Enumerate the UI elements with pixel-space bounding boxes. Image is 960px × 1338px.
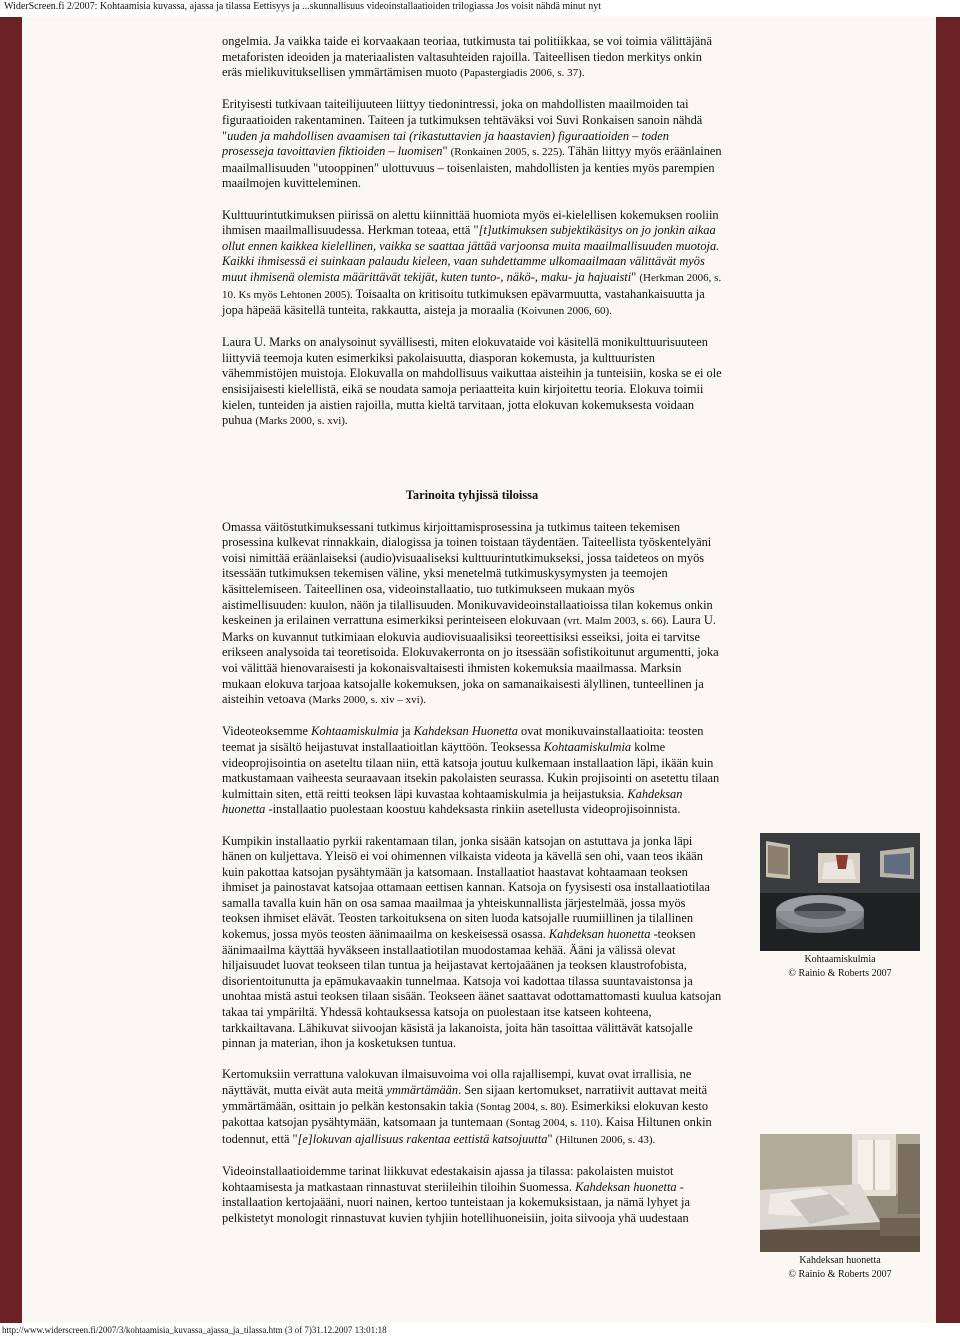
left-column [22,17,200,1323]
paragraph [222,34,722,82]
italic-text: Kahdeksan huonetta [575,1179,677,1194]
citation-text: (Hiltunen 2006, s. 43). [555,1133,656,1146]
text-run: Videoinstallaatioidemme tarinat liikkuvat edestakaisin ajassa ja tilassa: pakolaisten muistot kohtaamisesta ja matkastaan rinnastuvat steriileihin tiloihin Suomessa. [222,1163,674,1194]
citation-text: (Sontag 2004, s. 110). [505,1117,603,1130]
paragraph [222,208,722,320]
paragraph [222,520,722,709]
hotel-room-photo [760,1134,920,1252]
text-run: kolme videoprojisointia on aseteltu tilaan niin, että katsoja joutuu kulkemaan installaation läpi, ikään kuin matkustamaan vaiheesta seuraavaan itsekin pakolaisten seurassa. Kukin projisointi on asetettu tilaan kulmittain siten, että reitti teoksen läpi kuvastaa kohtaamiskulmia ja heijastuksia. [222,739,720,801]
paragraph [222,335,722,430]
citation-text: (vrt. Malm 2003, s. 66). [563,615,669,628]
italic-text: uuden ja mahdollisen avaamisen tai (rikastuttavien ja haastavien) figuraatioiden – toden prosesseja tavoittavien fiktioiden – luomisen [222,128,669,159]
browser-print-footer: http://www.widerscreen.fi/2007/3/kohtaamisia_kuvassa_ajassa_ja_tilassa.htm (3 of 7)31.12.2007 13:01:18 [0,1323,960,1338]
italic-text: Kahdeksan huonetta [222,786,683,817]
paragraph [222,1164,722,1226]
text-run: ovat monikuvainstallaatioita: teosten teemat ja sisältö heijastuvat installaatioitlan käyttöön. Teoksessa [222,724,704,754]
text-run: - installaation kertojaääni, nuori nainen, kertoo tunteistaan ja kokemuksistaan, ja nämä lyhyet ja pelkistetyt monologit rinnastuvat kuvien tyhjiin hotellihuoneisiin, joita siivooja yhä uudestaan [222,1179,690,1225]
text-run: Toisaalta on kritisoitu tutkimuksen epävarmuutta, vastahankaisuutta ja jopa häpeää käsitellä tunteita, rakkautta, aisteja ja moraalia [222,286,705,318]
text-run: Laura U. Marks on kuvannut tutkimiaan elokuvia audiovisuaalisiksi teoreettisiksi esseiksi, joita ei tarvitse erikseen analysoida tai teoretisoida. Elokuvakerronta on jo itsessään sofistikoitunut argumentti, joka voi välittää hienovaraisesti ja kokonaisvaltaisesti ihmisten kokemuksia maailmassa. Marksin mukaan elokuva tarjoaa katsojalle kokemuksen, joka on samanaikaisesti älyllinen, tunteellinen ja aisteihin vetoava [222,613,719,707]
text-run: ongelmia. Ja vaikka taide ei korvaakaan teoriaa, tutkimusta tai politiikkaa, se voi toimia välittäjänä metaforisten ideoiden ja materiaalisten valtasuhteiden rajoilla. Taiteellisen tiedon merkitys onkin eräs mielikuvituksellisen ymmärtämisen muoto [222,34,712,80]
citation-text: (Papastergiadis 2006, s. 37). [460,67,585,80]
figure-credit: © Rainio & Roberts 2007 [788,1269,892,1280]
text-run: Tähän liittyy myös eräänlainen maailmallisuuden "utooppinen" ulottuvuus – toisenlaisten, mahdollisten ja kenties myös parempien maailmojen kuvitteleminen. [222,144,722,191]
paragraph [222,1067,722,1148]
text-run: -teoksen äänimaailma käyttää hyväkseen installaatiotilan muodostamaa kehää. Ääni ja välissä olevat hiljaisuudet luovat teokseen tilan tuntua ja heijastavat kertojaäänen ja teoksen klaustrofobista, disorientoitunutta ja epämukavaakin tunnelmaa. Katsoja voi kadottaa tilassa suuntavaistonsa ja unohtaa mistä astui teoksen tilaan sisään. Teokseen äänet saattavat odottamattomasti kuulua katsojan takaa tai ympäriltä. Yhdessä kohtauksessa katsoja on puolestaan itse katseen kohteena, tarkkailtavana. Lähikuvat siivoojan käsistä ja lakanoista, joita hän tasoittaa välittävät katsojalle pinnan ja materian, ihon ja kosketuksen tuntua. [222,927,722,1051]
text-run: Esimerkiksi elokuvan kesto pakottaa katsojan pysähtymään, katsomaan ja tuntemaan [222,1098,709,1130]
italic-text: Kohtaamiskulmia [543,739,632,754]
text-run: " [547,1131,556,1146]
text-run: Kertomuksiin verrattuna valokuvan ilmaisuvoima voi olla rajallisempi, kuvat ovat irrallisia, ne näyttävät, mutta eivät auta meitä [222,1067,692,1097]
section-heading: Tarinoita tyhjissä tiloissa [405,488,539,503]
figure-caption: Kahdeksan huonetta [799,1255,881,1266]
italic-text: Kahdeksan Huonetta [413,724,518,739]
text-run: -installaatio puolestaan koostuu kahdeksasta rinkiin asetellusta videoprojisoinnista. [265,802,681,817]
text-run: Kaisa Hiltunen onkin todennut, että " [222,1115,712,1146]
citation-text: (Sontag 2004, s. 80). [476,1100,568,1113]
paragraph [222,97,722,192]
citation-text: (Marks 2000, s. xiv – xvi). [308,694,427,707]
figure-kohtaamiskulmia [760,833,920,981]
italic-text: ymmärtämään [386,1083,459,1097]
italic-text: [t]utkimuksen subjektikäsitys on jo jonkin aikaa ollut ennen kaikkea kielellinen, vaikka se saattaa jättää varjoonsa muita maailmallisuuden muotoja. Kaikki ihmisessä ei suinkaan palaudu kieleen, vaan suhdettamme ulkomaailmaan välittävät myös muut ihmisenä olemista määrittävät tekijät, kuten tunto-, näkö-, maku- ja hajuaisti [222,223,720,284]
italic-text: Kahdeksan huonetta [548,927,651,942]
italic-text: Kohtaamiskulmia [311,724,399,739]
text-run: Videoteoksemme [222,724,312,739]
italic-text: [e]lokuvan ajallisuus rakentaa eettistä katsojuutta [297,1131,548,1146]
citation-text: (Ronkainen 2005, s. 225). [450,146,565,159]
browser-print-header: WiderScreen.fi 2/2007: Kohtaamisia kuvassa, ajassa ja tilassa Eettisyys ja ...skunnallisuus videoinstallaatioiden trilogiassa Jos voisit nähdä minut nyt [0,0,960,17]
installation-photo [760,833,920,951]
citation-text: (Herkman 2006, s. 10. Ks myös Lehtonen 2005). [222,271,722,301]
citation-text: (Marks 2000, s. xvi). [255,415,348,428]
text-run: ja [398,724,414,739]
figure-kahdeksan-huonetta [760,1134,920,1282]
text-run: " [442,144,451,159]
right-column [740,17,936,1323]
text-run: Kumpikin installaatio pyrkii rakentamaan tilan, jonka sisään katsojan on astuttava ja jonka läpi hänen on kuljettava. Yleisö ei voi ohimennen vilkaista videota ja kävellä sen ohi, vaan teos ikään kuin pakottaa katsojan pysähtymään ja katsomaan. Installaatiot haastavat kohtaamaan teoksen ihmiset ja painostavat katsojaa ottamaan eettisen kannan. Katsoja on fyysisesti osa installaatiotilaa samalla tavalla kuin hän on osa samaa maailmaa ja yhteiskunnallista järjestelmää, jossa myös teoksen ihmiset elävät. Teosten tarkoituksena on siten luoda katsojalle ruumiillinen ja tilallinen kokemus, jossa myös teosten äänimaailma on keskeisessä osassa. [222,833,710,942]
figure-credit: © Rainio & Roberts 2007 [788,968,892,979]
text-run: " [631,269,640,284]
text-run: Erityisesti tutkivaan taiteilijuuteen liittyy tiedonintressi, joka on mahdollisten maailmoiden tai figuraatioiden rakentaminen. Taiteen ja tutkimuksen tehtäväksi voi Suvi Ronkaisen sanoin nähdä " [222,97,703,143]
paragraph [222,834,722,1052]
text-run: Kulttuurintutkimuksen piirissä on alettu kiinnittää huomiota myös ei-kielellisen kokemuksen rooliin ihmisen maailmallisuudessa. Herkman toteaa, että " [222,207,719,238]
text-run: Laura U. Marks on analysoinut syvällisesti, miten elokuvataide voi käsitellä monikulttuurisuuteen liittyviä teemoja kuten esimerkiksi pakolaisuutta, diasporan kokemusta, ja kulttuuristen vähemmistöjen muistoja. Elokuvalla on mahdollisuus vaikuttaa aisteihin ja tunteisiin, koska se ei ole ensisijaisesti kielellistä, eikä se noudata samoja periaatteita kuin kirjoitettu teoria. Elokuva toimii kielen, tunteiden ja aistien rajoilla, mutta kieltä tarvitaan, jotta elokuvan kokemuksesta voidaan puhua [222,335,722,428]
paragraph [222,724,722,818]
figure-caption: Kohtaamiskulmia [804,954,876,965]
article-body [222,34,722,1242]
text-run: . Sen sijaan kertomukset, narratiivit auttavat meitä ymmärtämään, osittain jo pelkän kestonsakin takia [222,1083,708,1113]
citation-text: (Koivunen 2006, 60). [517,305,612,318]
text-run: Omassa väitöstutkimuksessani tutkimus kirjoittamisprosessina ja tutkimus taiteen tekemisen prosessina kulkevat rinnakkain, dialogissa ja toinen toistaan täydentäen. Taiteellista työskentelyäni voisi nimittää eräänlaiseksi (audio)visuaaliseksi kulttuurintutkimukseksi, jossa taideteos on myös itsessään tutkimuksen tekemisen väline, yksi menetelmä tutkimuskysymysten ja teemojen käsittelemiseen. Taiteellinen osa, videoinstallaatio, tuo tutkimukseen mukaan myös aistimellisuuden: kuulon, näön ja tilallisuuden. Monikuvavideoinstallaatioissa tilan kokemus onkin keskeinen ja erilainen verrattuna esimerkiksi perinteiseen elokuvaan [222,519,713,628]
